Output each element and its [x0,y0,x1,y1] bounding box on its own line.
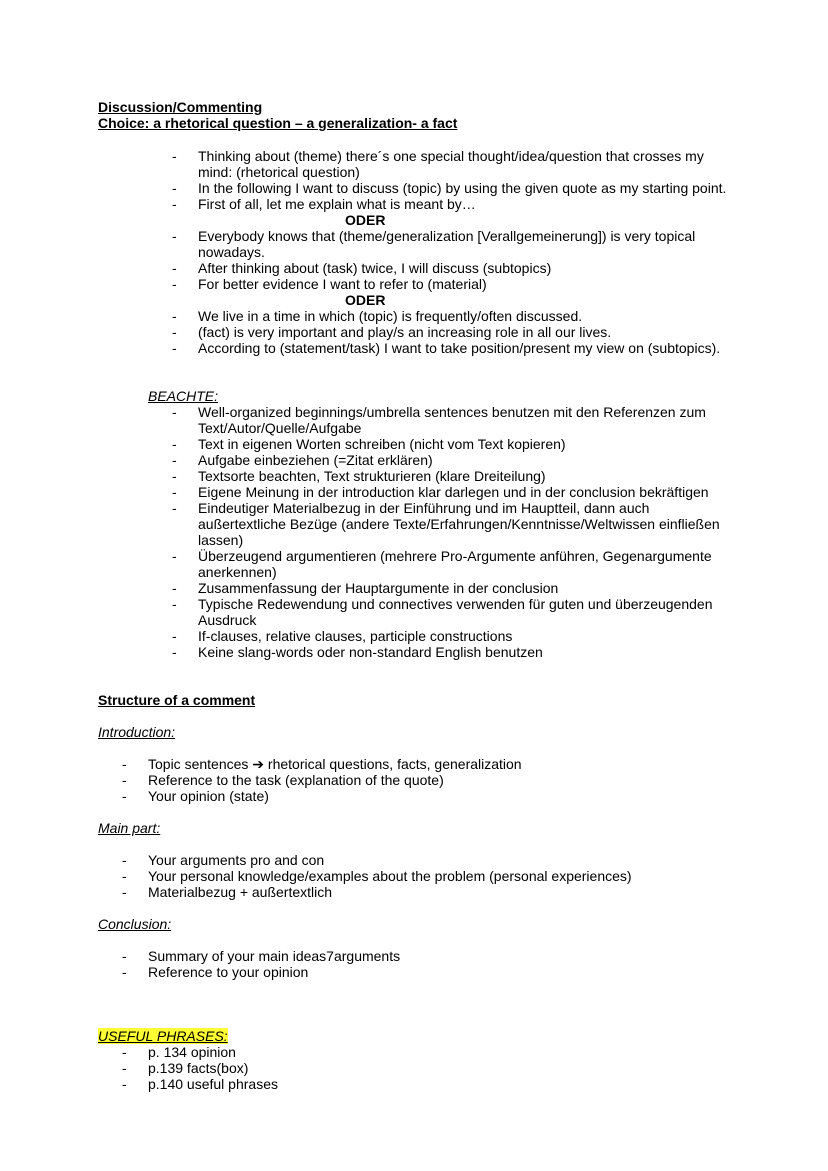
list-item: Summary of your main ideas7arguments [148,948,401,964]
dash-marker: - [122,1076,127,1092]
list-item: p.139 facts(box) [148,1060,249,1076]
dash-marker: - [122,772,127,788]
list-item: Textsorte beachten, Text strukturieren (klare Dreiteilung) [198,468,546,484]
dash-marker: - [172,260,177,276]
list-item: Your arguments pro and con [148,852,325,868]
list-item: Keine slang-words oder non-standard English benutzen [198,644,543,660]
list-item: Aufgabe einbeziehen (=Zitat erklären) [198,452,433,468]
dash-marker: - [172,596,177,612]
list-item: For better evidence I want to refer to (material) [198,276,487,292]
dash-marker: - [172,644,177,660]
dash-marker: - [172,548,177,564]
introduction-heading: Introduction: [98,724,176,740]
list-item: Well-organized beginnings/umbrella sentences benutzen mit den Referenzen zum Text/Autor/Quelle/Aufgabe [198,404,706,436]
dash-marker: - [172,308,177,324]
dash-marker: - [172,324,177,340]
dash-marker: - [122,1044,127,1060]
dash-marker: - [122,964,127,980]
list-item: We live in a time in which (topic) is frequently/often discussed. [198,308,583,324]
dash-marker: - [122,884,127,900]
oder-separator: ODER [345,292,386,308]
conclusion-heading: Conclusion: [98,916,172,932]
dash-marker: - [172,276,177,292]
document-subtitle: Choice: a rhetorical question – a generalization- a fact [98,115,458,131]
list-item: In the following I want to discuss (topic) by using the given quote as my starting point. [198,180,727,196]
dash-marker: - [122,852,127,868]
main-part-heading: Main part: [98,820,161,836]
dash-marker: - [172,196,177,212]
dash-marker: - [122,756,127,772]
dash-marker: - [172,228,177,244]
list-item: p. 134 opinion [148,1044,236,1060]
list-item: Materialbezug + außertextlich [148,884,333,900]
dash-marker: - [172,484,177,500]
list-item: Text in eigenen Worten schreiben (nicht vom Text kopieren) [198,436,566,452]
list-item: p.140 useful phrases [148,1076,278,1092]
dash-marker: - [122,1060,127,1076]
list-item: After thinking about (task) twice, I will discuss (subtopics) [198,260,552,276]
dash-marker: - [172,452,177,468]
list-item: Your opinion (state) [148,788,269,804]
dash-marker: - [122,948,127,964]
dash-marker: - [172,580,177,596]
useful-phrases-heading: USEFUL PHRASES: [98,1028,228,1044]
list-item: Everybody knows that (theme/generalization [Verallgemeinerung]) is very topical nowadays. [198,228,696,260]
list-item: If-clauses, relative clauses, participle constructions [198,628,513,644]
oder-separator: ODER [345,212,386,228]
dash-marker: - [172,148,177,164]
list-item: (fact) is very important and play/s an increasing role in all our lives. [198,324,612,340]
useful-phrases-heading-wrapper [98,1028,228,1044]
structure-title: Structure of a comment [98,692,256,708]
list-item: Reference to your opinion [148,964,309,980]
dash-marker: - [172,468,177,484]
beachte-heading: BEACHTE: [148,388,219,404]
dash-marker: - [172,340,177,356]
list-item: First of all, let me explain what is meant by… [198,196,476,212]
list-item: Typische Redewendung und connectives verwenden für guten und überzeugenden Ausdruck [198,596,713,628]
dash-marker: - [172,436,177,452]
dash-marker: - [122,868,127,884]
dash-marker: - [172,500,177,516]
document-title: Discussion/Commenting [98,99,263,115]
list-item: According to (statement/task) I want to take position/present my view on (subtopics). [198,340,721,356]
dash-marker: - [172,628,177,644]
list-item: Your personal knowledge/examples about the problem (personal experiences) [148,868,632,884]
dash-marker: - [122,788,127,804]
list-item: Reference to the task (explanation of the quote) [148,772,444,788]
list-item: Eindeutiger Materialbezug in der Einführung und im Hauptteil, dann auch außertextliche Bezüge (andere Texte/Erfahrungen/Kenntnisse/Weltwissen einfließen lassen) [198,500,720,548]
dash-marker: - [172,404,177,420]
list-item: Zusammenfassung der Hauptargumente in der conclusion [198,580,559,596]
list-item: Thinking about (theme) there´s one special thought/idea/question that crosses my mind: (rhetorical question) [198,148,704,180]
dash-marker: - [172,180,177,196]
list-item: Überzeugend argumentieren (mehrere Pro-Argumente anführen, Gegenargumente anerkennen) [198,548,712,580]
list-item: Eigene Meinung in der introduction klar darlegen und in der conclusion bekräftigen [198,484,709,500]
list-item: Topic sentences ➔ rhetorical questions, facts, generalization [148,756,522,772]
